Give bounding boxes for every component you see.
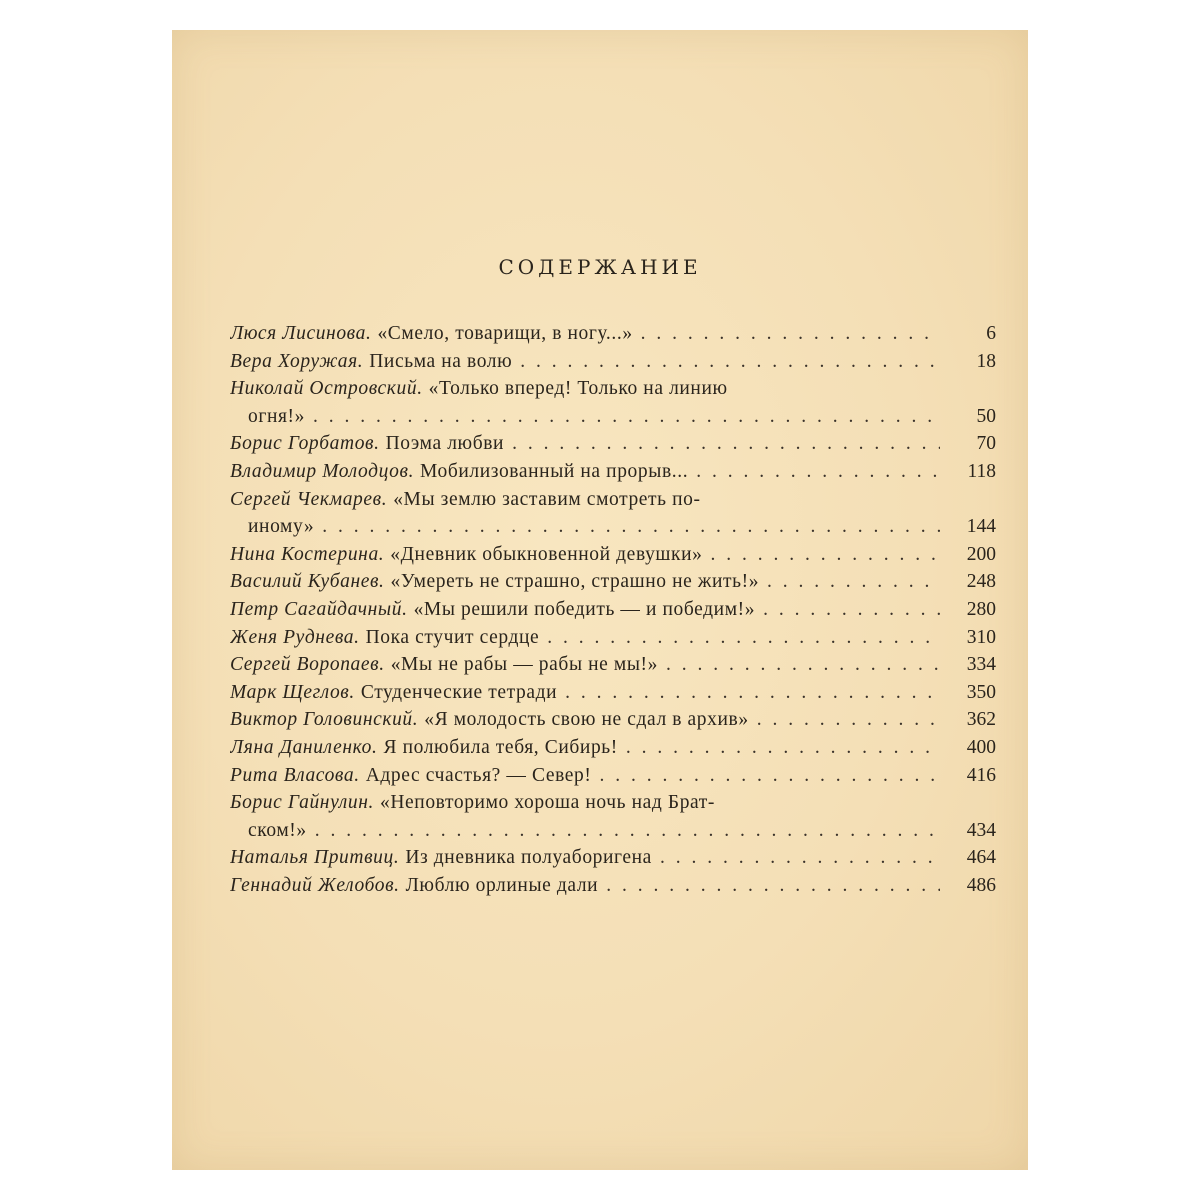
toc-page-number: 70	[976, 433, 996, 455]
toc-entry	[230, 706, 996, 734]
toc-leader-dots	[652, 844, 940, 872]
toc-entry-title: Пока стучит сердце	[365, 626, 540, 648]
toc-entry-title: «Смело, товарищи, в ногу...»	[377, 323, 633, 344]
toc-entry-line	[230, 568, 940, 596]
toc-entry-line	[230, 486, 940, 514]
toc-page-number: 350	[966, 681, 996, 703]
toc-entry-continuation	[230, 403, 940, 431]
toc-entry	[230, 596, 996, 624]
toc-entry-author: Сергей Чекмарев.	[230, 488, 388, 510]
toc-entry	[230, 568, 996, 596]
toc-page-number: 18	[976, 350, 996, 372]
toc-entry	[230, 430, 996, 458]
toc-entry-continuation	[230, 513, 940, 541]
toc-entry-title: «Умереть не страшно, страшно не жить!»	[390, 571, 760, 593]
toc-entry-author: Наталья Притвиц.	[230, 847, 400, 869]
toc-page-number: 280	[966, 598, 996, 620]
toc-entry-title-cont: ском!»	[248, 819, 307, 841]
toc-entry-line	[230, 348, 940, 376]
toc-entry-line	[230, 872, 940, 900]
toc-entry-line	[230, 624, 940, 652]
toc-leader-dots	[307, 817, 940, 845]
toc-entry	[230, 679, 996, 707]
toc-leader-dots	[305, 403, 940, 431]
toc-entry-title: «Неповторимо хороша ночь над Брат-	[380, 792, 716, 814]
toc-entry-line	[230, 706, 940, 734]
toc-entry-author: Геннадий Желобов.	[230, 874, 400, 896]
toc-entry-title: «Мы не рабы — рабы не мы!»	[390, 654, 658, 676]
toc-entry-author: Борис Гайнулин.	[230, 792, 374, 814]
toc-leader-dots	[759, 568, 940, 596]
toc-entry	[230, 458, 996, 486]
toc-leader-dots	[539, 624, 940, 652]
toc-entry-author: Женя Руднева.	[230, 626, 360, 648]
toc-entry-author: Нина Костерина.	[230, 543, 385, 565]
toc-page-number: 200	[966, 543, 996, 565]
toc-entry	[230, 541, 996, 569]
toc-entry	[230, 320, 996, 348]
toc-page-number: 486	[966, 874, 996, 896]
toc-entry-title: Люблю орлиные дали	[405, 874, 599, 896]
toc-leader-dots	[314, 513, 940, 541]
toc-page-number: 464	[966, 847, 996, 869]
toc-leader-dots	[557, 679, 940, 707]
toc-page-number: 248	[966, 571, 996, 593]
toc-page-number: 400	[966, 736, 996, 758]
toc-entry-line	[230, 320, 940, 348]
toc-entry-line	[230, 679, 940, 707]
toc-entry-author: Сергей Воропаев.	[230, 654, 385, 676]
toc-entry	[230, 734, 996, 762]
toc-entry-title-cont: иному»	[248, 516, 315, 538]
toc-entry-title: «Дневник обыкновенной девушки»	[390, 543, 703, 565]
toc-entry-title: Письма на волю	[369, 350, 513, 372]
toc-entry-title: «Мы решили победить — и победим!»	[413, 598, 756, 620]
toc-leader-dots	[504, 430, 940, 458]
book-page	[172, 30, 1028, 1170]
toc-page-number: 118	[967, 460, 996, 482]
toc-entry	[230, 624, 996, 652]
toc-entry	[230, 844, 996, 872]
toc-entry-author: Люся Лисинова.	[230, 323, 372, 344]
toc-entry-line	[230, 762, 940, 790]
toc-page-number: 362	[966, 709, 996, 731]
toc-entry-line	[230, 375, 940, 403]
toc-entry-title: «Я молодость свою не сдал в архив»	[424, 709, 749, 731]
toc-leader-dots	[618, 734, 940, 762]
toc-entry-author: Виктор Головинский.	[230, 709, 419, 731]
toc-entry-line	[230, 844, 940, 872]
toc-entry-line	[230, 734, 940, 762]
toc-page-number: 310	[966, 626, 996, 648]
toc-entry-title: Из дневника полуаборигена	[405, 847, 652, 869]
toc-entry	[230, 651, 996, 679]
table-of-contents	[230, 320, 996, 899]
toc-page-number: 50	[976, 405, 996, 427]
toc-entry-title: Я полюбила тебя, Сибирь!	[383, 736, 618, 758]
toc-entry	[230, 348, 996, 376]
toc-entry	[230, 789, 996, 844]
toc-leader-dots	[591, 762, 940, 790]
toc-page-number: 334	[966, 654, 996, 676]
toc-leader-dots	[755, 596, 940, 624]
toc-entry-title: Мобилизованный на прорыв...	[420, 460, 689, 482]
toc-entry-line	[230, 596, 940, 624]
toc-entry-author: Марк Щеглов.	[230, 681, 355, 703]
toc-entry-continuation	[230, 817, 940, 845]
toc-entry-author: Петр Сагайдачный.	[230, 598, 408, 620]
toc-leader-dots	[749, 706, 940, 734]
toc-leader-dots	[633, 320, 940, 348]
page-title: СОДЕРЖАНИЕ	[498, 255, 702, 279]
toc-entry-title: Студенческие тетради	[360, 681, 558, 703]
toc-leader-dots	[703, 541, 940, 569]
toc-entry-title: «Мы землю заставим смотреть по-	[393, 488, 701, 510]
toc-entry-line	[230, 541, 940, 569]
toc-entry-author: Рита Власова.	[230, 764, 360, 786]
toc-entry-title-cont: огня!»	[248, 405, 305, 427]
toc-entry	[230, 872, 996, 900]
toc-entry-author: Николай Островский.	[230, 378, 423, 400]
toc-entry-line	[230, 651, 940, 679]
toc-entry-title: Адрес счастья? — Север!	[365, 764, 592, 786]
toc-entry-title: Поэма любви	[385, 433, 505, 455]
toc-entry	[230, 486, 996, 541]
toc-page-number: 434	[966, 819, 996, 841]
toc-entry-line	[230, 789, 940, 817]
toc-leader-dots	[598, 872, 940, 900]
toc-entry-line	[230, 458, 940, 486]
toc-entry-author: Вера Хоружая.	[230, 350, 364, 372]
toc-entry	[230, 375, 996, 430]
toc-entry-author: Борис Горбатов.	[230, 433, 380, 455]
toc-entry-title: «Только вперед! Только на линию	[428, 378, 728, 400]
toc-entry-author: Владимир Молодцов.	[230, 460, 415, 482]
toc-entry-author: Ляна Даниленко.	[230, 736, 378, 758]
toc-entry-author: Василий Кубанев.	[230, 571, 385, 593]
toc-leader-dots	[512, 348, 940, 376]
toc-page-number: 144	[966, 516, 996, 538]
toc-leader-dots	[658, 651, 940, 679]
toc-entry-line	[230, 430, 940, 458]
toc-leader-dots	[688, 458, 940, 486]
toc-page-number: 416	[966, 764, 996, 786]
toc-entry	[230, 762, 996, 790]
toc-page-number: 6	[986, 323, 996, 344]
